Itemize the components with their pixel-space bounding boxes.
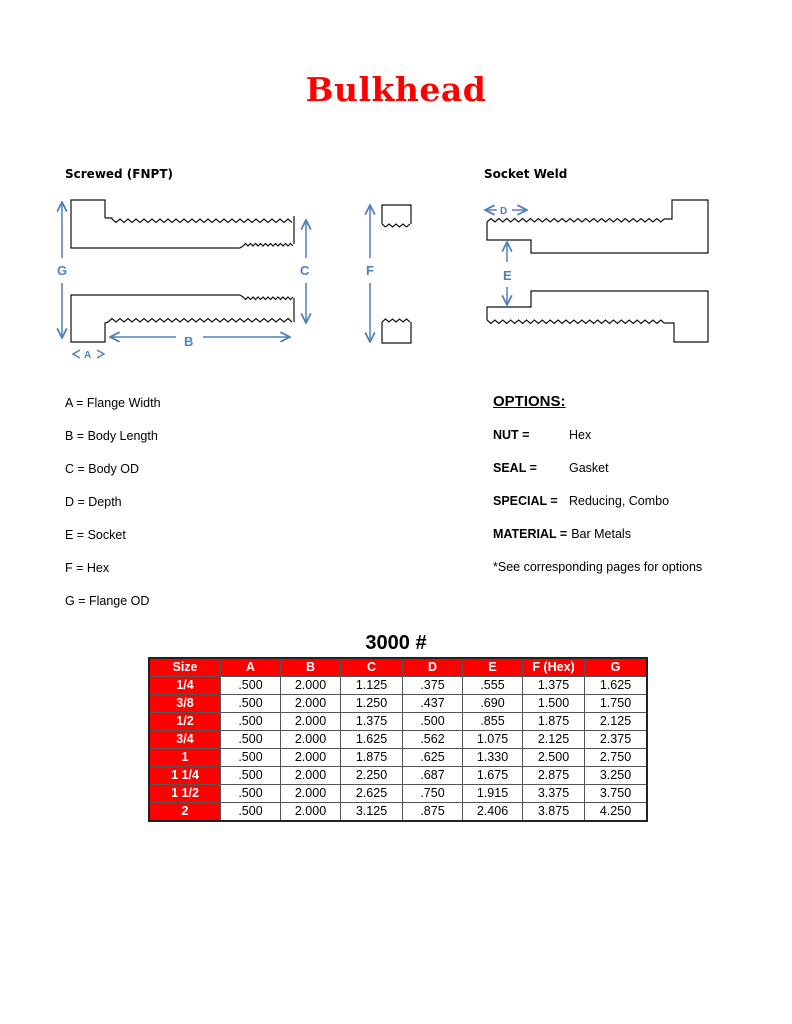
legend-item: G = Flange OD: [65, 594, 150, 608]
value-cell: 1.915: [463, 785, 523, 803]
option-key: SEAL =: [493, 461, 537, 475]
hex-top-piece: [382, 205, 411, 227]
value-cell: .500: [403, 713, 463, 731]
value-cell: .555: [463, 677, 523, 695]
value-cell: .750: [403, 785, 463, 803]
dim-a-label: A: [84, 350, 92, 361]
dim-g-label: G: [57, 263, 68, 278]
options-panel: [493, 393, 702, 592]
value-cell: .690: [463, 695, 523, 713]
legend-item: C = Body OD: [65, 462, 139, 476]
screwed-upper-piece: [71, 200, 294, 248]
option-nut: [493, 427, 702, 460]
option-value: Reducing, Combo: [569, 494, 670, 508]
value-cell: 2.000: [281, 677, 341, 695]
socket-weld-lower-piece: [487, 291, 708, 342]
value-cell: 2.375: [585, 731, 648, 749]
size-cell: 1 1/2: [149, 785, 221, 803]
value-cell: .437: [403, 695, 463, 713]
value-cell: 2.500: [523, 749, 585, 767]
table-row: [149, 803, 647, 822]
table-row: [149, 767, 647, 785]
value-cell: 1.330: [463, 749, 523, 767]
table-row: [149, 677, 647, 695]
value-cell: .500: [221, 713, 281, 731]
table-row: [149, 749, 647, 767]
dim-a-arrow-left: [73, 350, 80, 358]
value-cell: .687: [403, 767, 463, 785]
column-header-g: G: [585, 658, 648, 677]
option-key: NUT =: [493, 428, 530, 442]
value-cell: 2.875: [523, 767, 585, 785]
value-cell: 1.750: [585, 695, 648, 713]
value-cell: 2.125: [585, 713, 648, 731]
table-title: 3000 #: [365, 632, 427, 654]
column-header-c: C: [341, 658, 403, 677]
option-key: MATERIAL =: [493, 527, 568, 541]
value-cell: 1.125: [341, 677, 403, 695]
value-cell: 2.000: [281, 713, 341, 731]
column-header-a: A: [221, 658, 281, 677]
value-cell: 1.675: [463, 767, 523, 785]
column-header-d: D: [403, 658, 463, 677]
value-cell: .562: [403, 731, 463, 749]
size-cell: 1: [149, 749, 221, 767]
legend-item: A = Flange Width: [65, 396, 161, 410]
dimension-legend: [65, 395, 161, 626]
size-cell: 1/2: [149, 713, 221, 731]
option-value: Hex: [569, 428, 592, 442]
page-title: Bulkhead: [305, 70, 487, 109]
value-cell: 2.750: [585, 749, 648, 767]
value-cell: 1.375: [523, 677, 585, 695]
options-note: *See corresponding pages for options: [493, 560, 703, 574]
value-cell: 1.625: [341, 731, 403, 749]
legend-item: F = Hex: [65, 561, 110, 575]
value-cell: 1.500: [523, 695, 585, 713]
value-cell: 4.250: [585, 803, 648, 822]
size-cell: 1/4: [149, 677, 221, 695]
value-cell: .500: [221, 677, 281, 695]
value-cell: 1.375: [341, 713, 403, 731]
column-header-f-hex: F (Hex): [523, 658, 585, 677]
screwed-label: Screwed (FNPT): [65, 167, 173, 181]
table-header-row: [149, 658, 647, 677]
table-row: [149, 713, 647, 731]
value-cell: 1.875: [523, 713, 585, 731]
legend-item: E = Socket: [65, 528, 126, 542]
value-cell: .500: [221, 785, 281, 803]
value-cell: 2.000: [281, 749, 341, 767]
value-cell: .375: [403, 677, 463, 695]
value-cell: 1.075: [463, 731, 523, 749]
value-cell: 2.406: [463, 803, 523, 822]
bulkhead-diagrams: [0, 0, 792, 380]
table-row: [149, 785, 647, 803]
dim-f-label: F: [366, 263, 374, 278]
value-cell: 2.125: [523, 731, 585, 749]
table-row: [149, 695, 647, 713]
value-cell: 2.000: [281, 695, 341, 713]
dim-c-label: C: [300, 263, 310, 278]
value-cell: .625: [403, 749, 463, 767]
option-seal: [493, 460, 702, 493]
table-row: [149, 731, 647, 749]
options-title: OPTIONS:: [493, 393, 566, 410]
value-cell: 3.375: [523, 785, 585, 803]
value-cell: 1.625: [585, 677, 648, 695]
value-cell: 2.000: [281, 803, 341, 822]
dim-b-label: B: [184, 334, 194, 349]
value-cell: 2.000: [281, 767, 341, 785]
value-cell: .875: [403, 803, 463, 822]
dimensions-table: [148, 657, 648, 822]
value-cell: 2.250: [341, 767, 403, 785]
value-cell: .500: [221, 767, 281, 785]
value-cell: 3.750: [585, 785, 648, 803]
value-cell: 1.875: [341, 749, 403, 767]
value-cell: 1.250: [341, 695, 403, 713]
option-material: [493, 526, 702, 559]
hex-bottom-piece: [382, 319, 411, 343]
value-cell: .500: [221, 803, 281, 822]
socket-weld-upper-piece: [487, 200, 708, 253]
value-cell: 3.250: [585, 767, 648, 785]
value-cell: 2.000: [281, 785, 341, 803]
legend-item: B = Body Length: [65, 429, 158, 443]
value-cell: 3.875: [523, 803, 585, 822]
option-value: Bar Metals: [571, 527, 631, 541]
column-header-b: B: [281, 658, 341, 677]
value-cell: .500: [221, 749, 281, 767]
size-cell: 2: [149, 803, 221, 822]
option-key: SPECIAL =: [493, 494, 558, 508]
column-header-size: Size: [149, 658, 221, 677]
size-cell: 3/8: [149, 695, 221, 713]
size-cell: 3/4: [149, 731, 221, 749]
option-value: Gasket: [569, 461, 609, 475]
size-cell: 1 1/4: [149, 767, 221, 785]
socket-weld-label: Socket Weld: [484, 167, 568, 181]
dim-d-label: D: [500, 206, 508, 217]
screwed-lower-piece: [71, 295, 294, 342]
option-special: [493, 493, 702, 526]
dim-a-arrow-right: [97, 350, 104, 358]
value-cell: .500: [221, 695, 281, 713]
value-cell: .500: [221, 731, 281, 749]
dim-e-label: E: [503, 268, 512, 283]
value-cell: 2.625: [341, 785, 403, 803]
legend-item: D = Depth: [65, 495, 122, 509]
value-cell: 3.125: [341, 803, 403, 822]
value-cell: .855: [463, 713, 523, 731]
value-cell: 2.000: [281, 731, 341, 749]
column-header-e: E: [463, 658, 523, 677]
